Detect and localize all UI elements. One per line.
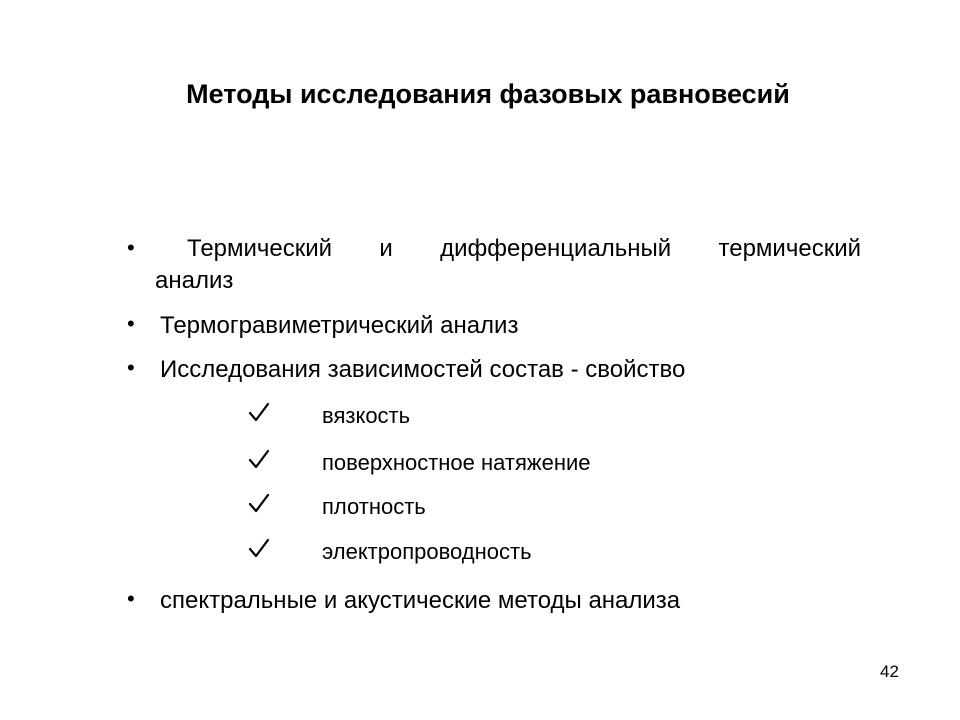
checkmark-icon	[248, 537, 270, 559]
bullet-dot-icon: •	[127, 586, 135, 611]
bullet-dot-icon: •	[127, 235, 135, 260]
bullet-dot-icon: •	[127, 311, 135, 336]
sub-item-text: плотность	[322, 494, 426, 519]
bullet-text: Термогравиметрический анализ	[160, 312, 519, 339]
sub-item-text: электропроводность	[322, 539, 532, 564]
sub-item-text: вязкость	[322, 403, 411, 428]
slide-title: Методы исследования фазовых равновесий	[186, 79, 790, 109]
checkmark-icon	[248, 448, 270, 470]
bullet-text-line2: анализ	[155, 267, 234, 294]
sub-item-text: поверхностное натяжение	[322, 450, 591, 475]
bullet-dot-icon: •	[127, 355, 135, 380]
checkmark-icon	[248, 492, 270, 514]
bullet-text: спектральные и акустические методы анализа	[160, 587, 681, 614]
bullet-text: Исследования зависимостей состав - свойство	[160, 356, 686, 383]
checkmark-icon	[248, 401, 270, 423]
bullet-text-line1: Термический и дифференциальный термический	[187, 235, 861, 262]
page-number: 42	[880, 662, 899, 681]
